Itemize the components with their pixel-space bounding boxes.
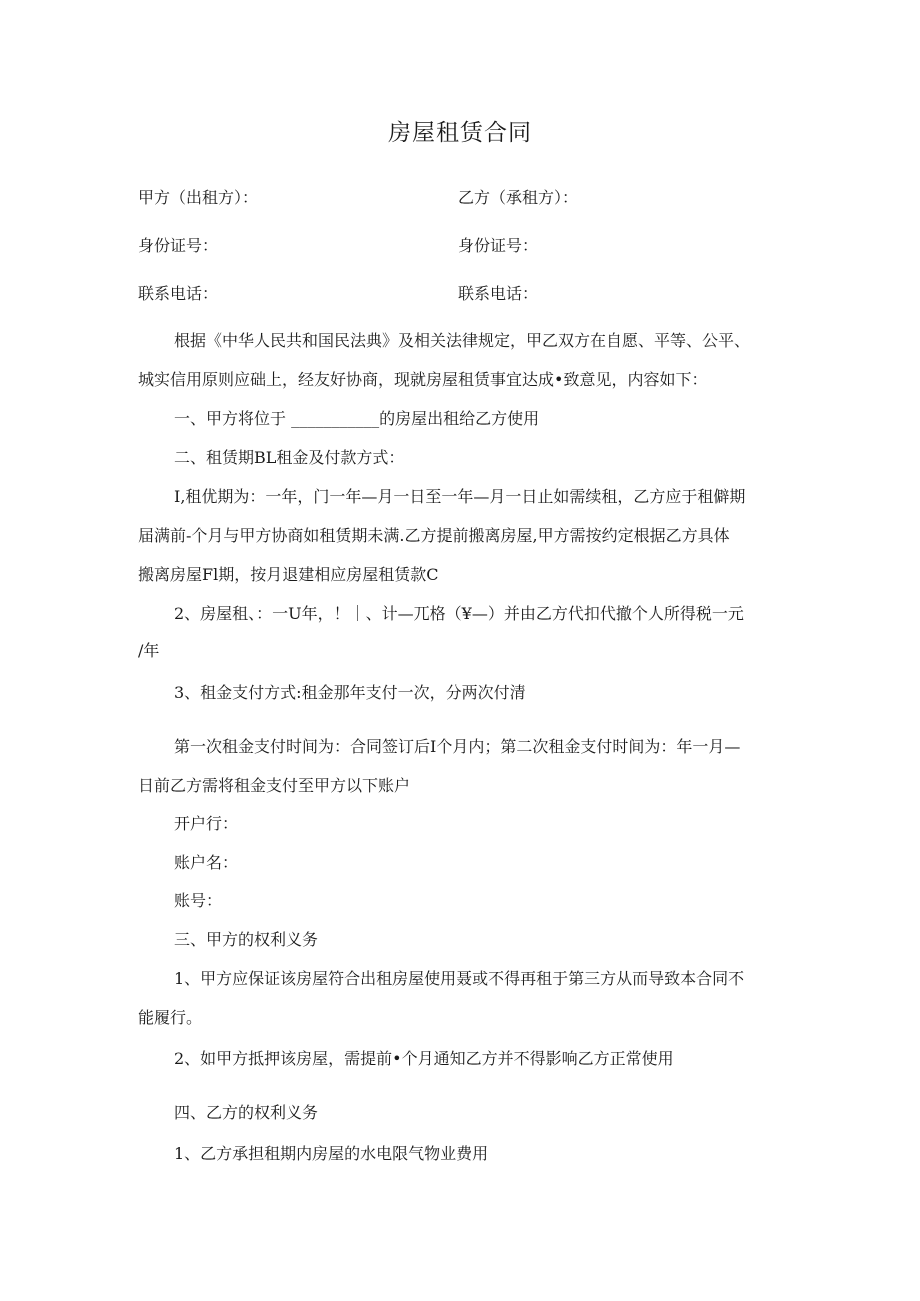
account-name-label: 账户名： xyxy=(174,853,239,872)
phone-a-label: 联系电话： xyxy=(138,284,219,303)
page-title: 房屋租赁合同 xyxy=(388,120,532,146)
party-a-duty-2: 2、如甲方抵押该房屋，需提前•个月通知乙方并不得影响乙方正常使用 xyxy=(174,1049,674,1068)
payment-method: 3、租金支付方式:租金那年支付一次，分两次付清 xyxy=(174,683,526,702)
payment-time-line-1: 第一次租金支付时间为：合同签订后I个月内；第二次租金支付时间为：年一月— xyxy=(174,737,741,756)
lease-term-line-3: 搬离房屋Fl期，按月退建相应房屋租赁款C xyxy=(138,565,439,584)
lease-term-line-1: I,租优期为：一年，门一年—月一日至一年—月一日止如需续租，乙方应于租僻期 xyxy=(174,487,746,506)
intro-paragraph-line-1: 根据《中华人民共和国民法典》及相关法律规定，甲乙双方在自愿、平等、公平、 xyxy=(174,331,751,350)
payment-time-line-2: 日前乙方需将租金支付至甲方以下账户 xyxy=(138,776,411,795)
id-a-label: 身份证号： xyxy=(138,236,219,255)
clause-4-heading: 四、乙方的权利义务 xyxy=(174,1103,319,1122)
lease-term-line-2: 届满前-个月与甲方协商如租赁期未满.乙方提前搬离房屋,甲方需按约定根据乙方具体 xyxy=(138,526,730,545)
party-a-label: 甲方（出租方）： xyxy=(138,188,259,207)
party-a-duty-1-line-1: 1、甲方应保证该房屋符合出租房屋使用聂或不得再租于第三方从而导致本合同不 xyxy=(174,969,745,988)
rent-amount-line-2: /年 xyxy=(138,641,160,660)
party-a-duty-1-line-2: 能履行。 xyxy=(138,1008,203,1027)
clause-1: 一、甲方将位于 ___________的房屋出租给乙方使用 xyxy=(174,409,540,428)
phone-b-label: 联系电话： xyxy=(458,284,539,303)
party-b-duty-1: 1、乙方承担租期内房屋的水电限气物业费用 xyxy=(174,1144,489,1163)
clause-3-heading: 三、甲方的权利义务 xyxy=(174,930,319,949)
intro-paragraph-line-2: 城实信用原则应础上，经友好协商，现就房屋租赁事宜达成•致意见，内容如下： xyxy=(138,370,708,389)
account-number-label: 账号： xyxy=(174,891,223,910)
clause-2-heading: 二、租赁期BL租金及付款方式： xyxy=(174,448,405,467)
party-b-label: 乙方（承租方）： xyxy=(458,188,579,207)
bank-label: 开户行： xyxy=(174,814,239,833)
id-b-label: 身份证号： xyxy=(458,236,539,255)
rent-amount-line-1: 2、房屋租、：一U年，！｜、计—兀格（¥—）并由乙方代扣代撤个人所得税一元 xyxy=(174,604,744,623)
